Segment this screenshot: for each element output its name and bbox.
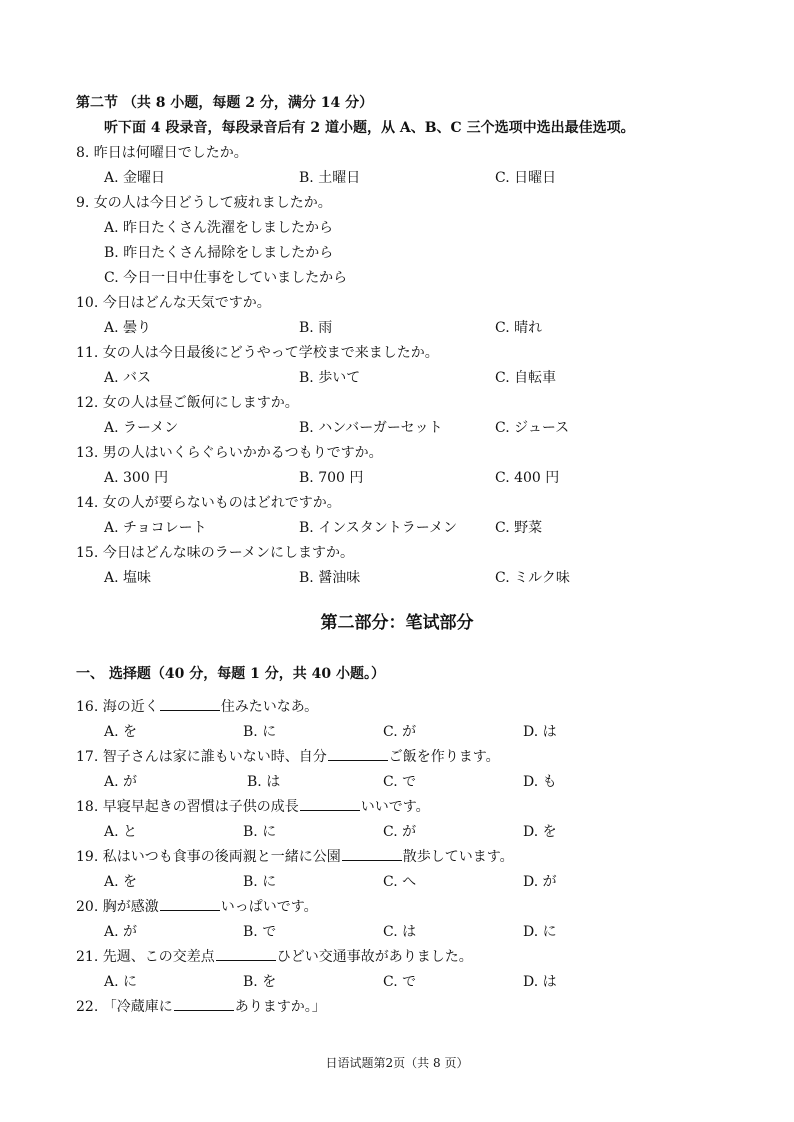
option-a: A. が [104, 924, 138, 940]
question-17 [76, 747, 500, 767]
option-b: B. 700 円 [299, 470, 364, 486]
answer-blank [300, 798, 360, 811]
question-15: 15. 今日はどんな味のラーメンにしますか。 [76, 545, 355, 561]
option-c: C. 晴れ [495, 320, 543, 336]
question-10: 10. 今日はどんな天気ですか。 [76, 295, 271, 311]
option-a: A. チョコレート [104, 520, 207, 536]
option-c: C. 400 円 [495, 470, 560, 486]
option-b: B. 土曜日 [299, 170, 361, 186]
question-text-post: いいです。 [360, 799, 430, 815]
question-19 [76, 847, 514, 867]
question-14: 14. 女の人が要らないものはどれですか。 [76, 495, 341, 511]
option-b: B. インスタントラーメン [299, 520, 458, 536]
option-b: B. は [247, 774, 281, 790]
question-16 [76, 697, 318, 717]
answer-blank [328, 748, 388, 761]
question-text-post: 散歩しています。 [402, 849, 514, 865]
option-c: C. が [383, 824, 417, 840]
option-c: C. で [383, 774, 417, 790]
question-text-pre: 19. 私はいつも食事の後両親と一緒に公園 [76, 849, 341, 865]
option-b: B. に [243, 874, 277, 890]
question-text-pre: 22. 「冷蔵庫に [76, 999, 173, 1015]
question-8: 8. 昨日は何曜日でしたか。 [76, 145, 248, 161]
option-d: D. は [523, 724, 557, 740]
option-b: B. ハンバーガーセット [299, 420, 443, 436]
question-text-pre: 16. 海の近く [76, 699, 159, 715]
question-text-pre: 20. 胸が感激 [76, 899, 159, 915]
option-c: C. へ [383, 874, 417, 890]
option-a: A. 300 円 [104, 470, 169, 486]
option-a: A. と [104, 824, 138, 840]
option-a: A. 塩味 [104, 570, 152, 586]
answer-blank [174, 998, 234, 1011]
question-text-post: ありますか。」 [234, 999, 326, 1015]
question-text-post: いっぱいです。 [220, 899, 318, 915]
option-a: A. バス [104, 370, 152, 386]
option-d: D. は [523, 974, 557, 990]
question-text-post: 住みたいなあ。 [220, 699, 319, 715]
option-c: C. ミルク味 [495, 570, 570, 586]
answer-blank [342, 848, 402, 861]
option-d: D. が [523, 874, 557, 890]
question-20 [76, 897, 318, 917]
option-a: A. を [104, 874, 138, 890]
option-a: A. ラーメン [104, 420, 179, 436]
option-b: B. 歩いて [299, 370, 361, 386]
option-b: B. 昨日たくさん掃除をしましたから [104, 245, 334, 261]
question-9: 9. 女の人は今日どうして疲れましたか。 [76, 195, 332, 211]
question-text-post: ご飯を作ります。 [388, 749, 500, 765]
option-c: C. 自転車 [495, 370, 557, 386]
part-heading: 一、 选择题（40 分，每题 1 分，共 40 小题。） [76, 666, 385, 682]
option-b: B. で [243, 924, 277, 940]
question-13: 13. 男の人はいくらぐらいかかるつもりですか。 [76, 445, 383, 461]
option-b: B. 醤油味 [299, 570, 361, 586]
option-a: A. 昨日たくさん洗濯をしましたから [104, 220, 334, 236]
question-11: 11. 女の人は今日最後にどうやって学校まで来ましたか。 [76, 345, 439, 361]
option-c: C. 今日一日中仕事をしていましたから [104, 270, 348, 286]
answer-blank [160, 898, 220, 911]
option-c: C. ジュース [495, 420, 570, 436]
question-18 [76, 797, 430, 817]
question-22 [76, 997, 326, 1017]
option-d: D. を [523, 824, 557, 840]
option-c: C. は [383, 924, 417, 940]
page-footer: 日语试题第2页（共 8 页） [325, 1056, 469, 1070]
option-b: B. を [243, 974, 277, 990]
option-c: C. 日曜日 [495, 170, 557, 186]
question-12: 12. 女の人は昼ご飯何にしますか。 [76, 395, 299, 411]
option-b: B. に [243, 724, 277, 740]
option-b: B. 雨 [299, 320, 333, 336]
option-a: A. が [104, 774, 138, 790]
question-text-pre: 21. 先週、この交差点 [76, 949, 215, 965]
question-text-post: ひどい交通事故がありました。 [276, 949, 473, 965]
option-a: A. 曇り [104, 320, 152, 336]
option-a: A. に [104, 974, 138, 990]
option-d: D. も [523, 774, 557, 790]
answer-blank [160, 698, 220, 711]
part-title: 第二部分：笔试部分 [320, 613, 474, 633]
question-text-pre: 18. 早寝早起きの習慣は子供の成長 [76, 799, 299, 815]
answer-blank [216, 948, 276, 961]
option-b: B. に [243, 824, 277, 840]
section-heading: 第二节 （共 8 小题，每题 2 分，满分 14 分） [76, 95, 374, 111]
option-c: C. で [383, 974, 417, 990]
option-c: C. が [383, 724, 417, 740]
option-d: D. に [523, 924, 557, 940]
option-a: A. を [104, 724, 138, 740]
option-c: C. 野菜 [495, 520, 543, 536]
option-a: A. 金曜日 [104, 170, 166, 186]
section-instruction: 听下面 4 段录音，每段录音后有 2 道小题，从 A、B、C 三个选项中选出最佳选项。 [104, 120, 635, 136]
question-text-pre: 17. 智子さんは家に誰もいない時、自分 [76, 749, 327, 765]
question-21 [76, 947, 473, 967]
